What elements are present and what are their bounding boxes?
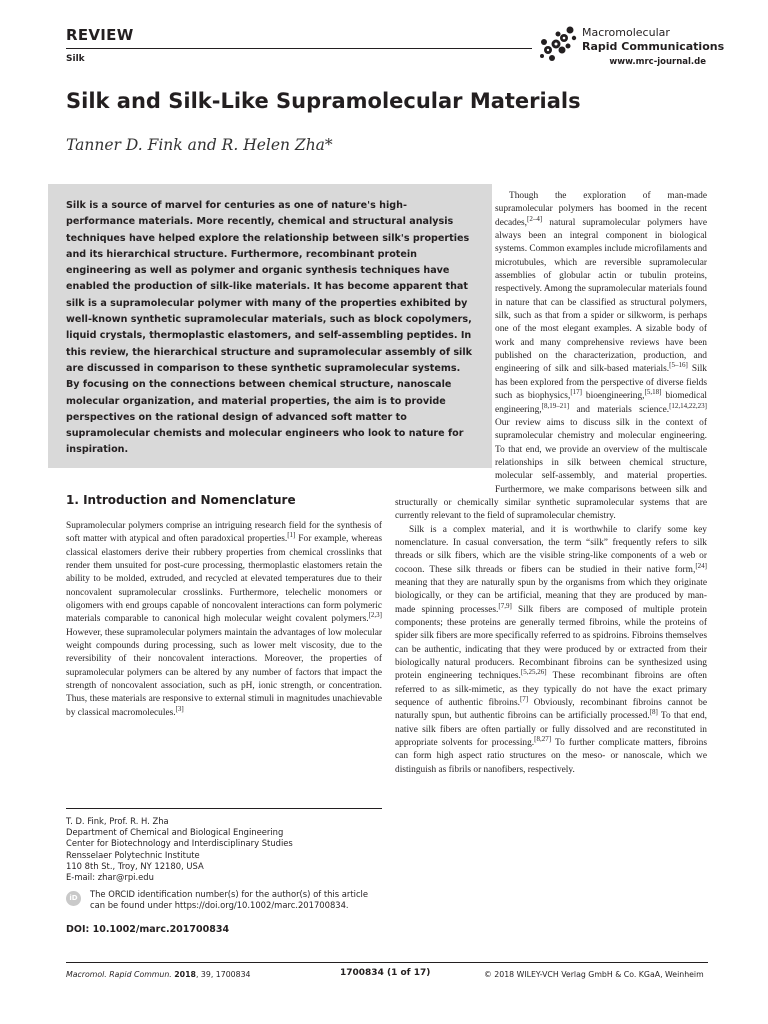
orcid-line: The ORCID identification number(s) for the author(s) of this article (90, 889, 369, 899)
citation-ref[interactable]: [8,19–21] (541, 401, 570, 410)
footer-year: 2018 (174, 970, 196, 979)
article-title: Silk and Silk-Like Supramolecular Materials (66, 89, 581, 113)
topic-label: Silk (66, 54, 85, 64)
molecule-logo-icon (538, 20, 578, 64)
footer-volume: , 39, 1700834 (195, 970, 251, 979)
citation-ref[interactable]: [24] (695, 561, 707, 570)
citation-ref[interactable]: [7] (519, 695, 529, 704)
citation-ref[interactable]: [2,3] (368, 611, 382, 620)
section-label: REVIEW (66, 26, 134, 44)
orcid-text (90, 889, 368, 911)
citation-ref[interactable]: [5,25,26] (520, 668, 547, 677)
citation-ref[interactable]: [17] (570, 388, 582, 397)
affiliation-line: Center for Biotechnology and Interdisciplinary Studies (66, 838, 293, 849)
footer-journal: Macromol. Rapid Commun. (66, 970, 172, 979)
footer-page-number: 1700834 (1 of 17) (340, 968, 431, 978)
right-paragraph-2: Silk is a complex material, and it is worthwhile to clarify some key nomenclature. In casual conversation, the term “silk” frequently refers to silk threads or silk fibers, which are the visible string-like components of a web or cocoon. These silk threads or fibers can be studied in their native form,[24] meaning that they are naturally spun by the organisms from which they originate biologically, or they can be artificial, meaning that they are produced by man-made spinning processes.[7,9] Silk fibers are composed of multiple protein components; these proteins are generally termed fibroins, while the proteins of spider silk fibers are more specifically referred to as spidroins. Fibroins themselves can be authentic, indicating that they were produced by or extracted from their biologically natural producers. Recombinant fibroins can be synthesized using protein engineering techniques.[5,25,26] These recombinant fibroins are often referred to as silk-mimetic, as they typically do not have the exact primary sequence of authentic fibroins.[7] Obviously, recombinant fibroins cannot be naturally spun, but authentic fibroins can be artificially processed.[8] To that end, native silk fibers are often partially or fully dissolved and are reconstituted in appropriate solvents for processing.[8,27] To further complicate matters, fibroins can form high aspect ratio structures on the meso- or nanoscale, which we distinguish as fibrils or nanofibers, respectively. (395, 524, 708, 775)
citation-ref[interactable]: [3] (175, 704, 184, 713)
affiliation-line: Rensselaer Polytechnic Institute (66, 849, 200, 860)
affiliation-email[interactable]: E-mail: zhar@rpi.edu (66, 872, 154, 883)
journal-name-line2: Rapid Communications (582, 40, 725, 53)
section-heading: 1. Introduction and Nomenclature (66, 493, 296, 507)
doi[interactable]: DOI: 10.1002/marc.201700834 (66, 924, 230, 935)
orcid-line[interactable]: can be found under https://doi.org/10.1002/marc.201700834. (90, 900, 349, 911)
citation-ref[interactable]: [12,14,22,23] (669, 401, 707, 410)
citation-ref[interactable]: [8,27] (534, 735, 552, 744)
citation-ref[interactable]: [5–16] (669, 361, 688, 370)
right-column (395, 190, 707, 777)
affiliation-block (66, 816, 293, 883)
right-paragraph-1: Though the exploration of man-made supramolecular polymers has boomed in the recent decades,[2–4] natural supramolecular polymers have always been an integral component in biological systems. Common examples include microfilaments and microtubules, which are reversible supramolecular assemblies of globular actin or tubulin proteins, respectively. Among the supramolecular materials found in nature that can be classified as structural polymers, silk, such as that from a spider or silkworm, is perhaps one of the most elegant examples. A sizable body of work and many comprehensive reviews have been published on the characterization, production, and engineering of silk and silk-based materials.[5–16] Silk has been explored from the perspective of diverse fields such as biophysics,[17] bioengineering,[5,18] biomedical engineering,[8,19–21] and materials science.[12,14,22,23] Our review aims to discuss silk in the context of supramolecular chemistry and molecular engineering. To that end, we provide an overview of the multiscale relationships in silk between chemical structure, molecular self-assembly, and material properties. Furthermore, we make comparisons between silk and structurally or chemically similar synthetic supramolecular systems that are currently relevant to the field of supramolecular chemistry. (395, 191, 708, 522)
citation-ref[interactable]: [1] (287, 531, 296, 540)
citation-ref[interactable]: [8] (649, 708, 658, 717)
article-authors: Tanner D. Fink and R. Helen Zha* (66, 136, 333, 154)
header-rule (66, 48, 532, 49)
affiliation-line: Department of Chemical and Biological Engineering (66, 827, 284, 838)
affiliation-line: 110 8th St., Troy, NY 12180, USA (66, 860, 204, 871)
abstract-text: Silk is a source of marvel for centuries as one of nature's high-performance materials. More recently, chemical and structural analysis techniques have helped explore the relationship between silk's properties and its hierarchical structure. Furthermore, recombinant protein engineering as well as polymer and organic synthesis techniques have enabled the production of silk-like materials. It has become apparent that silk is a supramolecular polymer with many of the properties exhibited by well-known synthetic supramolecular materials, such as block copolymers, liquid crystals, thermoplastic elastomers, and self-assembling peptides. In this review, the hierarchical structure and supramolecular assembly of silk are discussed in comparison to these synthetic supramolecular systems. By focusing on the connections between chemical structure, nanoscale molecular organization, and material properties, the aim is to provide perspectives on the rational design of advanced soft matter to supramolecular chemists and molecular engineers who look to nature for inspiration. (66, 200, 473, 456)
orcid-icon[interactable]: iD (66, 891, 81, 906)
citation-ref[interactable]: [5,18] (644, 388, 662, 397)
footer-rule (66, 962, 708, 963)
journal-url[interactable]: www.mrc-journal.de (609, 57, 706, 67)
affiliation-line: T. D. Fink, Prof. R. H. Zha (66, 816, 169, 826)
left-column (66, 520, 382, 720)
intro-paragraph: Supramolecular polymers comprise an intriguing research field for the synthesis of soft matter with atypical and often paradoxical properties.[1] For example, whereas classical elastomers derive their rubbery properties from chemical crosslinks that render them unsuited for post-cure processing, thermoplastic elastomers retain the ability to be molded, extruded, and recycled at elevated temperatures due to their noncovalent supramolecular crosslinks. Furthermore, telechelic monomers or oligomers with end groups capable of noncovalent interactions can form polymeric materials comparable to canonical high molecular weight covalent polymers.[2,3] However, these supramolecular polymers maintain the advantages of low molecular weight compounds during processing, such as lower melt viscosity, due to the reversibility of their noncovalent interactions. Moreover, the properties of supramolecular polymers can be altered by any number of factors that impact the strength of noncovalent association, such as pH, ionic strength, or concentration. Thus, these materials are responsive to external stimuli in magnitudes unachievable by classical macromolecules.[3] (66, 521, 382, 718)
citation-ref[interactable]: [7,9] (498, 601, 512, 610)
footer-citation (66, 970, 251, 979)
journal-masthead[interactable] (538, 18, 725, 70)
journal-name-line1: Macromolecular (582, 26, 670, 39)
citation-ref[interactable]: [2–4] (527, 214, 543, 223)
affiliation-rule (66, 808, 382, 809)
abstract-wrap-spacer (395, 190, 495, 494)
footer-copyright: © 2018 WILEY-VCH Verlag GmbH & Co. KGaA, Weinheim (484, 970, 704, 979)
